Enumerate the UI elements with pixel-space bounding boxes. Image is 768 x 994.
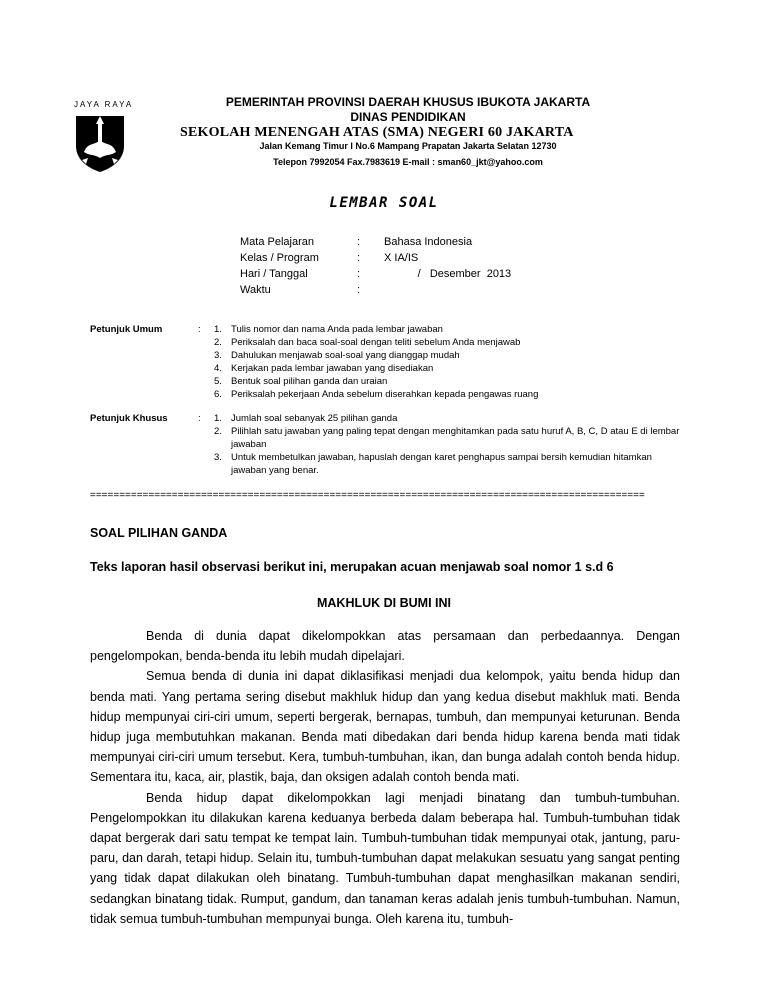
item-number: 3. xyxy=(214,350,222,361)
info-label: Waktu xyxy=(240,284,271,296)
info-label: Kelas / Program xyxy=(240,252,319,264)
list-item xyxy=(214,451,684,477)
question-intro: Teks laporan hasil observasi berikut ini, merupakan acuan menjawab soal nomor 1 s.d 6 xyxy=(90,560,614,574)
list-item xyxy=(214,388,768,401)
info-row xyxy=(240,250,511,266)
item-number: 1. xyxy=(214,324,222,335)
item-text: Untuk membetulkan jawaban, hapuslah dengan karet penghapus sampai bersih kemudian hitamkan jawaban yang benar. xyxy=(231,452,652,476)
item-text: Kerjakan pada lembar jawaban yang disediakan xyxy=(231,363,434,374)
info-value: / Desember 2013 xyxy=(384,268,512,280)
list-item xyxy=(214,375,768,388)
item-text: Periksalah dan baca soal-soal dengan teliti sebelum Anda menjawab xyxy=(231,337,521,348)
general-instructions-title: Petunjuk Umum xyxy=(90,324,163,335)
section-title: SOAL PILIHAN GANDA xyxy=(90,526,228,540)
item-number: 6. xyxy=(214,389,222,400)
reading-text xyxy=(90,626,680,929)
paragraph: Benda di dunia dapat dikelompokkan atas persamaan dan perbedaannya. Dengan pengelompokan, benda-benda itu lebih mudah dipelajari. xyxy=(90,629,680,664)
list-item xyxy=(214,336,768,349)
info-row xyxy=(240,266,511,282)
specific-instructions-colon: : xyxy=(198,413,201,424)
info-colon: : xyxy=(357,252,361,264)
item-number: 2. xyxy=(214,426,222,437)
exam-info xyxy=(240,234,511,298)
info-value: Bahasa Indonesia xyxy=(384,236,473,248)
item-text: Dahulukan menjawab soal-soal yang dianggap mudah xyxy=(231,350,460,361)
info-colon: : xyxy=(357,236,361,248)
reading-title: MAKHLUK DI BUMI INI xyxy=(316,596,451,610)
list-item xyxy=(214,362,768,375)
list-item xyxy=(214,425,684,451)
item-text: Periksalah pekerjaan Anda sebelum diserahkan kepada pengawas ruang xyxy=(231,389,539,400)
specific-instructions xyxy=(90,412,690,482)
paragraph: Semua benda di dunia ini dapat diklasifikasi menjadi dua kelompok, yaitu benda hidup dan benda mati. Yang pertama sering disebut makhluk hidup dan yang kedua disebut makhluk mati. Benda hidup mempunyai ciri-ciri umum, seperti bergerak, bernapas, tumbuh, dan mempunyai keturunan. Benda hidup juga membutuhkan makanan. Benda mati dibedakan dari benda hidup karena benda mati tidak mempunyai ciri-ciri umum tersebut. Kera, tumbuh-tumbuhan, ikan, dan bunga adalah contoh benda hidup. Sementara itu, kaca, air, plastik, baja, dan oksigen adalah contoh benda mati. xyxy=(90,669,680,785)
list-item xyxy=(214,412,684,425)
item-number: 1. xyxy=(214,413,222,424)
item-number: 2. xyxy=(214,337,222,348)
header-contact: Telepon 7992054 Fax.7983619 E-mail : sman60_jkt@yahoo.com xyxy=(273,157,543,167)
info-label: Mata Pelajaran xyxy=(240,236,314,248)
specific-instructions-title: Petunjuk Khusus xyxy=(90,413,168,424)
item-text: Tulis nomor dan nama Anda pada lembar jawaban xyxy=(231,324,443,335)
info-colon: : xyxy=(357,268,361,280)
header-department: DINAS PENDIDIKAN xyxy=(350,110,466,124)
logo-caption: JAYA RAYA xyxy=(74,100,134,109)
item-number: 4. xyxy=(214,363,222,374)
item-text: Pilihlah satu jawaban yang paling tepat dengan menghitamkan pada satu huruf A, B, C, D atau E di lembar jawaban xyxy=(231,426,680,450)
general-instructions-list xyxy=(214,323,768,401)
general-instructions xyxy=(90,323,690,403)
item-number: 3. xyxy=(214,452,222,463)
info-row xyxy=(240,282,511,298)
document-title: LEMBAR SOAL xyxy=(329,195,439,211)
item-text: Jumlah soal sebanyak 25 pilihan ganda xyxy=(231,413,398,424)
header-school-name: SEKOLAH MENENGAH ATAS (SMA) NEGERI 60 JAKARTA xyxy=(180,125,574,140)
header-address: Jalan Kemang Timur I No.6 Mampang Prapatan Jakarta Selatan 12730 xyxy=(259,141,557,151)
info-value: X IA/IS xyxy=(384,252,419,264)
info-colon: : xyxy=(357,284,361,296)
item-text: Bentuk soal pilihan ganda dan uraian xyxy=(231,376,388,387)
item-number: 5. xyxy=(214,376,222,387)
specific-instructions-list xyxy=(214,412,684,477)
list-item xyxy=(214,349,768,362)
header-government: PEMERINTAH PROVINSI DAERAH KHUSUS IBUKOTA JAKARTA xyxy=(225,95,591,109)
info-label: Hari / Tanggal xyxy=(240,268,308,280)
general-instructions-colon: : xyxy=(198,324,201,335)
paragraph: Benda hidup dapat dikelompokkan lagi menjadi binatang dan tumbuh-tumbuhan. Pengelompokkan itu dilakukan karena keduanya berbeda dalam beberapa hal. Tumbuh-tumbuhan tidak dapat bergerak dari satu tempat ke tempat lain. Tumbuh-tumbuhan tidak mempunyai otak, jantung, paru-paru, dan darah, tetapi hidup. Selain itu, tumbuh-tumbuhan dapat melakukan sesuatu yang sangat penting yang tidak dapat dilakukan oleh binatang. Tumbuh-tumbuhan dapat menghasilkan makanan sendiri, sedangkan binatang tidak. Rumput, gandum, dan tanaman keras adalah jenis tumbuh-tumbuhan. Namun, tidak semua tumbuh-tumbuhan mempunyai bunga. Oleh karena itu, tumbuh- xyxy=(90,790,680,926)
info-row xyxy=(240,234,511,250)
separator-line: =============================================================================================== xyxy=(90,490,645,501)
list-item xyxy=(214,323,768,336)
